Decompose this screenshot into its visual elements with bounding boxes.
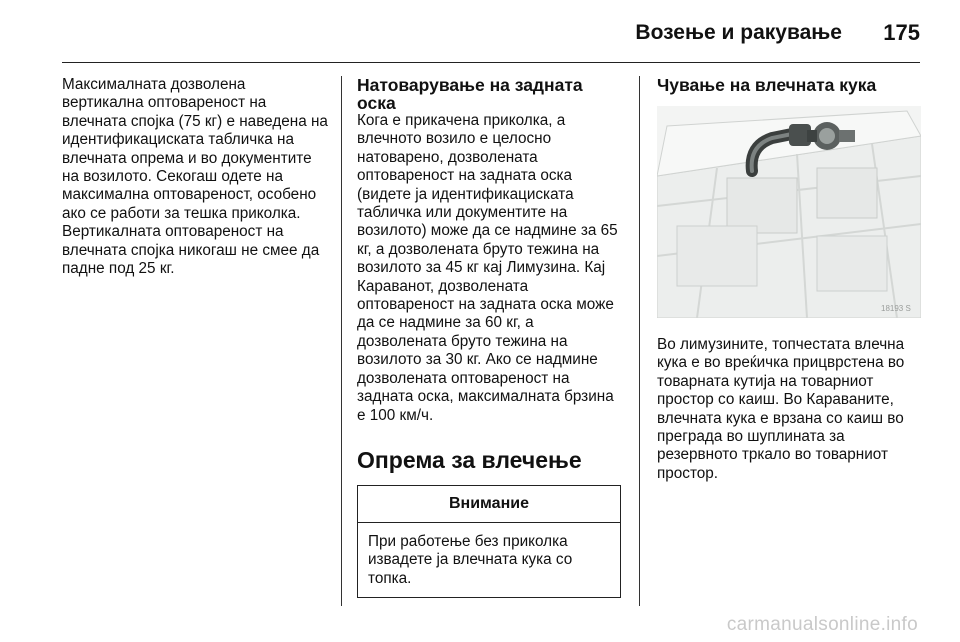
towing-equipment-heading: Опрема за влечење bbox=[357, 446, 582, 473]
column-divider bbox=[341, 76, 342, 606]
vertical-load-paragraph: Максималната дозволена вертикална оптовареност на влечната спојка (75 кг) е наведена на идентификациската табличка на влечната опрема и во документите на возилото. Секогаш одете на максимална оптовареност, особено ако се работи за тешка приколка. Вертикалната оптовареност на влечната спојка никогаш не смее да падне под 25 кг. bbox=[62, 76, 328, 278]
column-right bbox=[657, 76, 921, 483]
storage-paragraph: Во лимузините, топчестата влечна кука е во вреќичка прицврстена во товарната кутија на товарниот простор со каиш. Во Караваните, влечната кука е врзана со каиш во преграда во шуплината за резервното тркало во товарниот простор. bbox=[657, 336, 905, 482]
tow-hook-drawing bbox=[657, 106, 921, 318]
caution-title: Внимание bbox=[358, 486, 620, 523]
header-title: Возење и ракување bbox=[635, 21, 842, 44]
caution-text: При работење без приколка извадете ја влечната кука со топка. bbox=[368, 532, 573, 587]
rear-axle-heading: Натоварување на задната оска bbox=[357, 75, 583, 113]
watermark: carmanualsonline.info bbox=[726, 614, 918, 635]
column-left bbox=[62, 76, 328, 278]
page-number: 175 bbox=[883, 20, 920, 45]
storage-heading: Чување на влечната кука bbox=[657, 75, 877, 95]
tow-hook-illustration bbox=[657, 106, 921, 318]
page-header bbox=[62, 0, 920, 63]
figure-code: 18193 S bbox=[881, 304, 911, 313]
column-divider bbox=[639, 76, 640, 606]
rear-axle-paragraph: Кога е прикачена приколка, а влечното возило е целосно натоварено, дозволената оптовареност на задната оска (видете ја идентификациската табличка или документите на возилото) може да се надмине за 65 кг, а дозволената бруто тежина на возилото за 45 кг кај Лимузина. Кај Караванот, дозволената оптовареност на задната оска може да се надмине за 60 кг, а дозволената бруто тежина на возилото за 30 кг. Ако се надмине дозволената оптовареност на задната оска, максималната брзина е 100 км/ч. bbox=[357, 112, 618, 424]
column-middle bbox=[357, 76, 621, 598]
caution-box bbox=[357, 485, 621, 598]
